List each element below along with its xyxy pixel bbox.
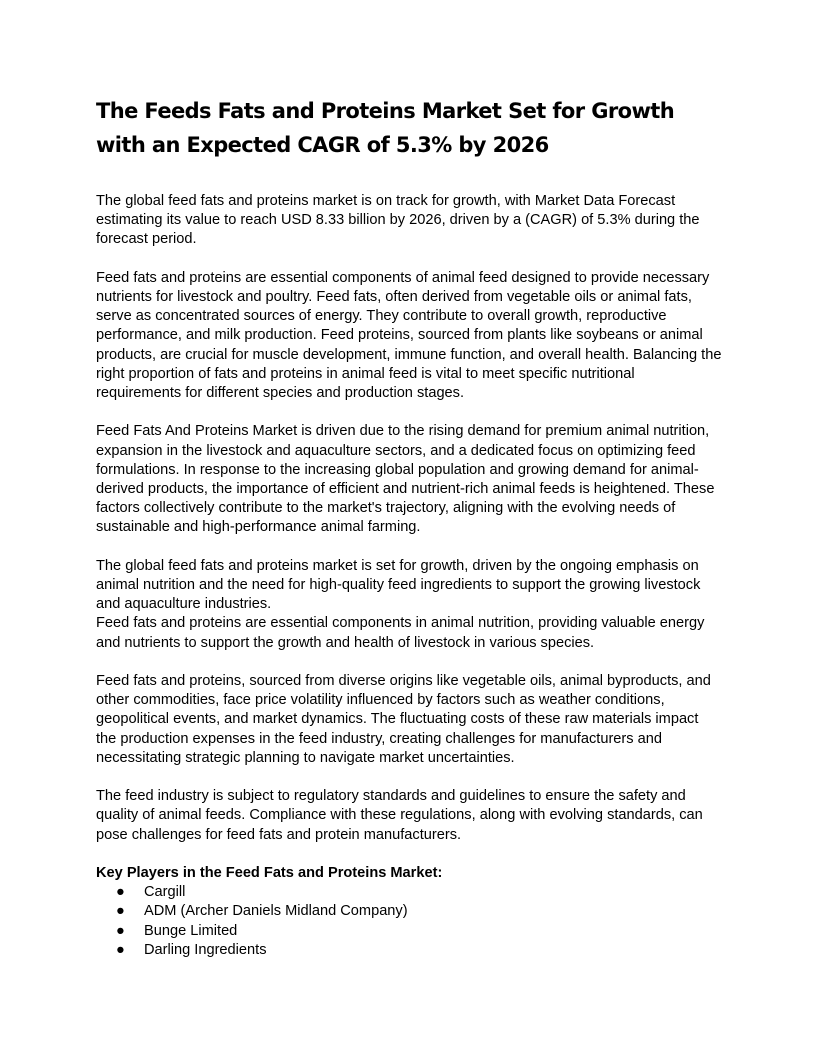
list-item-label: Cargill [144, 884, 186, 901]
paragraph-intro: The global feed fats and proteins market is on track for growth, with Market Data Forecast estimating its value to reach USD 8.33 billion by 2026, driven by a (CAGR) of 5.3% during the forecast period. [96, 193, 700, 248]
paragraph-regulation: The feed industry is subject to regulatory standards and guidelines to ensure the safety and quality of animal feeds. Compliance with these regulations, along with evolving standards, can pose challenges for feed fats and protein manufacturers. [96, 788, 703, 843]
document-title: The Feeds Fats and Proteins Market Set for Growth with an Expected CAGR of 5.3% by 2026 [96, 99, 675, 157]
list-item [96, 883, 722, 902]
list-item-label: ADM (Archer Daniels Midland Company) [144, 903, 408, 920]
list-item-label: Bunge Limited [144, 922, 238, 939]
document-body [96, 192, 722, 960]
paragraph-drivers: Feed Fats And Proteins Market is driven due to the rising demand for premium animal nutrition, expansion in the livestock and aquaculture sectors, and a dedicated focus on optimizing feed formulations. In response to the increasing global population and growing demand for animal-derived products, the importance of efficient and nutrient-rich animal feeds is heightened. These factors collectively contribute to the market's trajectory, aligning with the evolving needs of sustainable and high-performance animal farming. [96, 423, 715, 536]
paragraph-price-volatility: Feed fats and proteins, sourced from diverse origins like vegetable oils, animal byproducts, and other commodities, face price volatility influenced by factors such as weather conditions, geopolitical events, and market dynamics. The fluctuating costs of these raw materials impact the production expenses in the feed industry, creating challenges for manufacturers and necessitating strategic planning to navigate market uncertainties. [96, 673, 711, 766]
bullet-icon: ● [116, 922, 125, 939]
list-item [96, 941, 722, 960]
paragraph-growth: The global feed fats and proteins market is set for growth, driven by the ongoing emphasis on animal nutrition and the need for high-quality feed ingredients to support the growing livestock and aquaculture industries. [96, 557, 701, 613]
document-page [96, 94, 722, 960]
list-item [96, 902, 722, 921]
bullet-icon: ● [116, 884, 125, 901]
bullet-icon: ● [116, 903, 125, 920]
paragraph-definition: Feed fats and proteins are essential components of animal feed designed to provide necessary nutrients for livestock and poultry. Feed fats, often derived from vegetable oils or animal fats, serve as concentrated sources of energy. They contribute to overall growth, reproductive performance, and milk production. Feed proteins, sourced from plants like soybeans or animal products, are crucial for muscle development, immune function, and overall health. Balancing the right proportion of fats and proteins in animal feed is vital to meet specific nutritional requirements for different species and production stages. [96, 269, 722, 402]
list-item-label: Darling Ingredients [144, 941, 267, 958]
list-item [96, 922, 722, 941]
key-players-list [96, 883, 722, 960]
key-players-heading: Key Players in the Feed Fats and Proteins Market: [96, 865, 443, 882]
paragraph-nutrition: Feed fats and proteins are essential components in animal nutrition, providing valuable energy and nutrients to support the growth and health of livestock in various species. [96, 615, 705, 651]
bullet-icon: ● [116, 941, 125, 958]
